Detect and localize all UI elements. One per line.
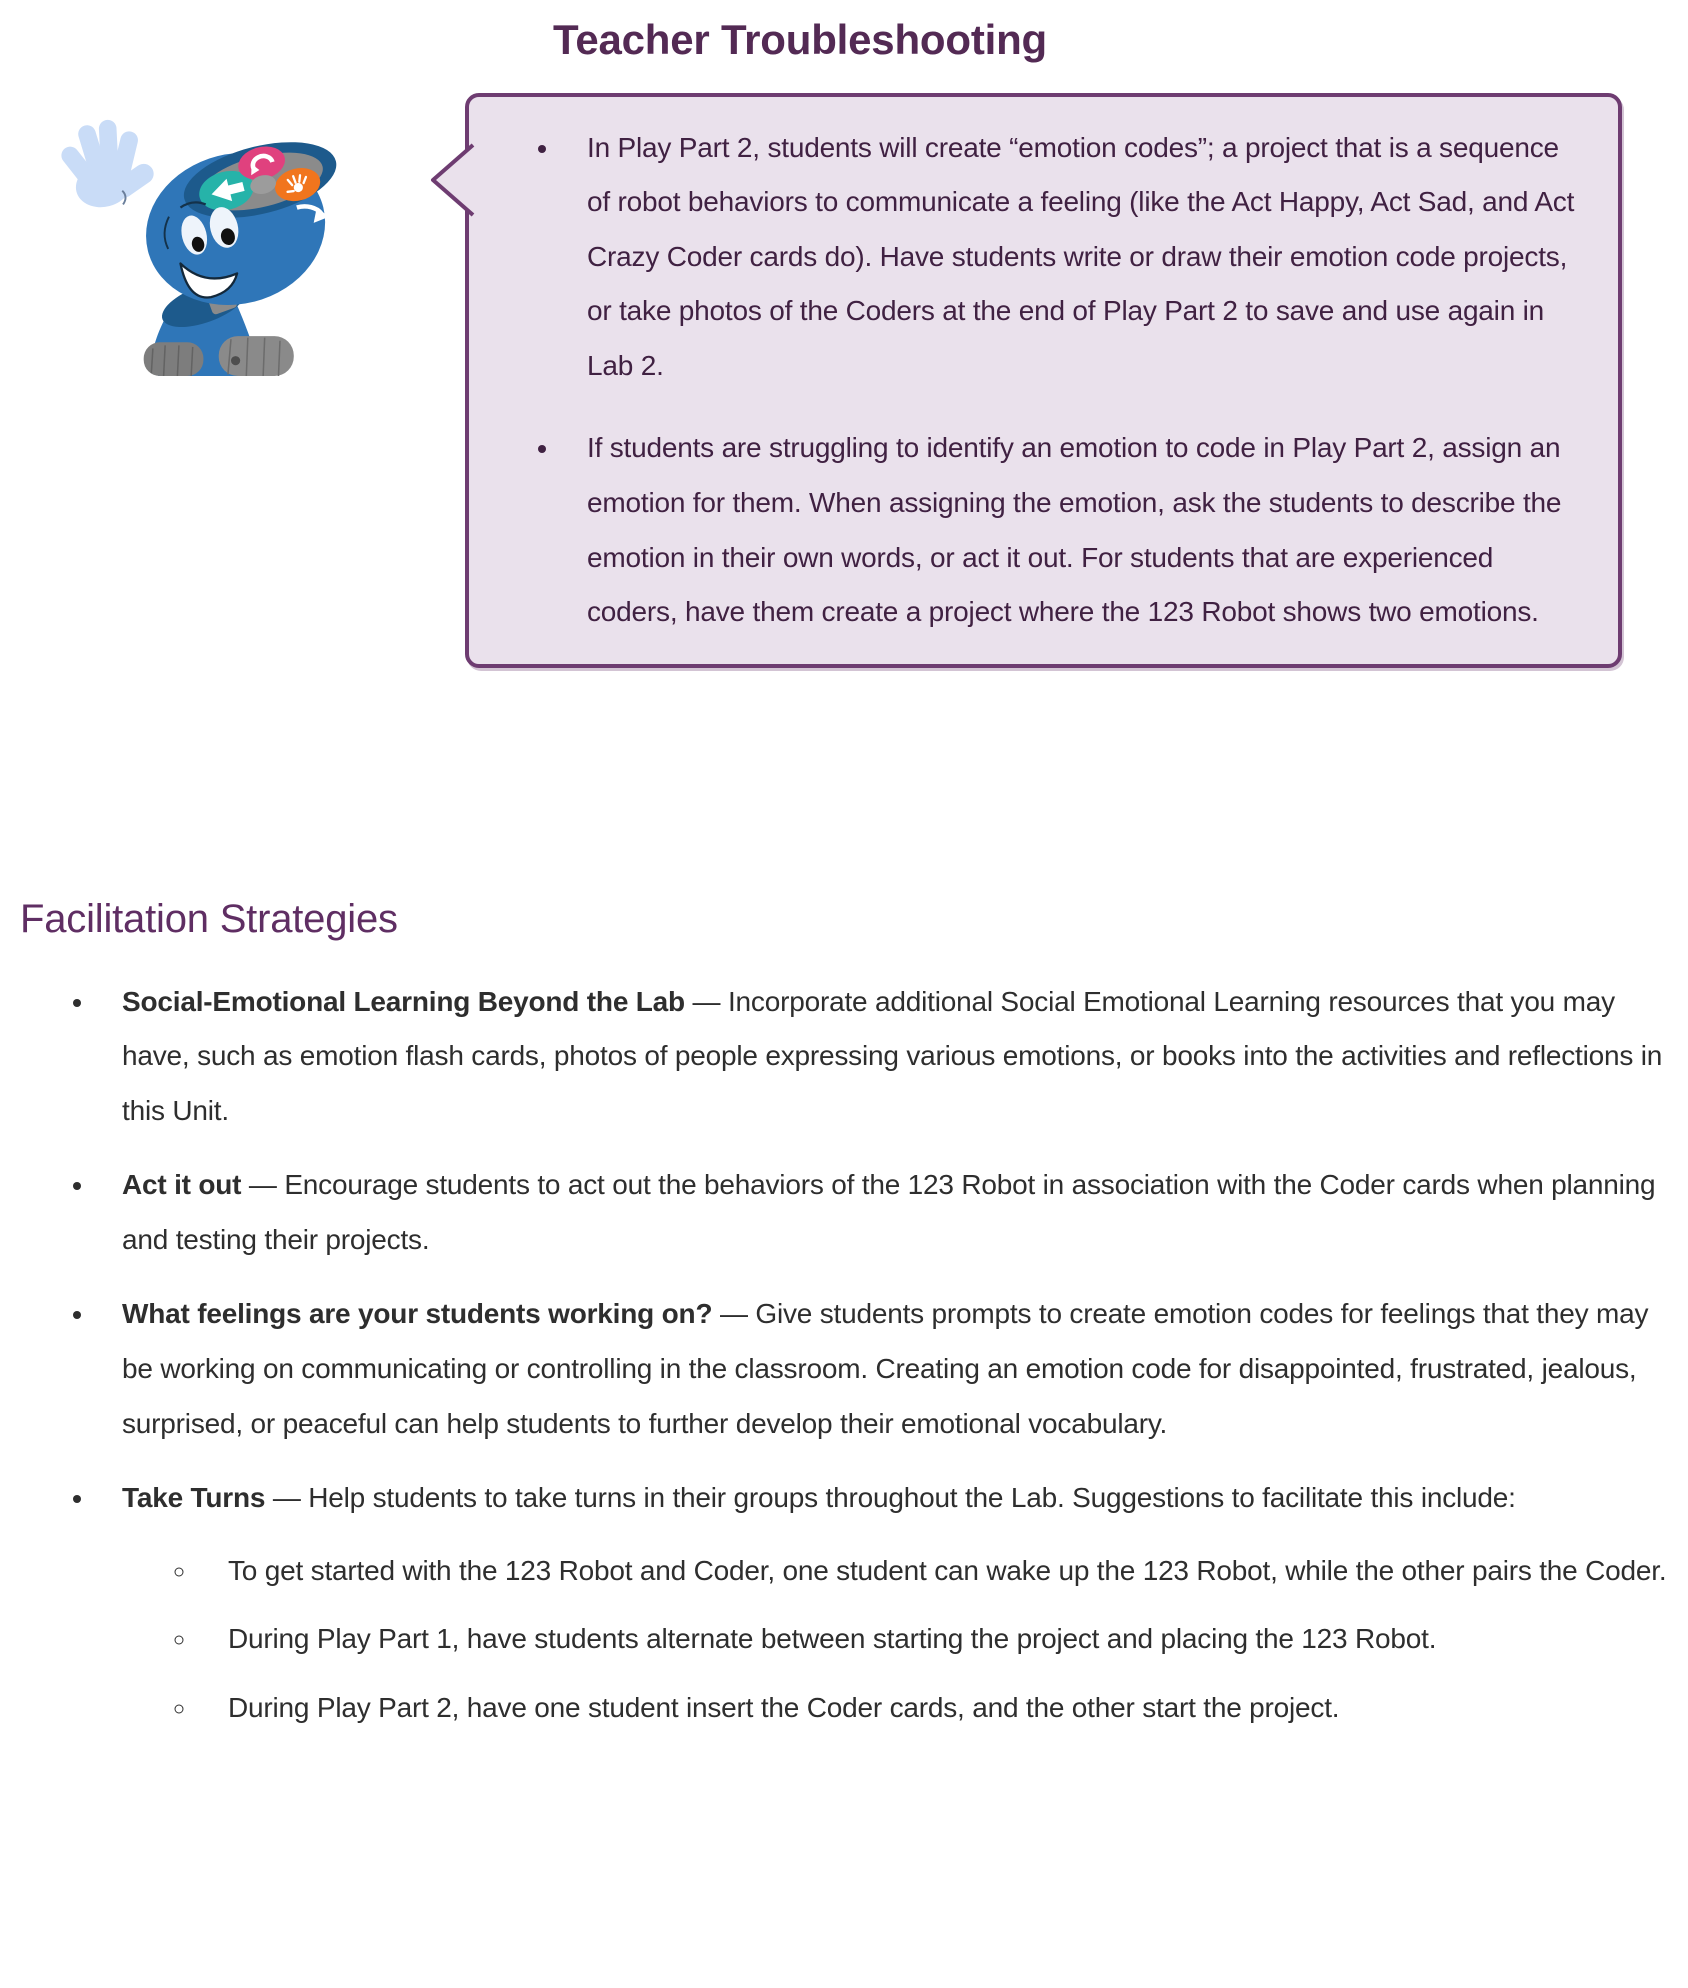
troubleshooting-section <box>0 93 1688 793</box>
page <box>0 14 1688 1988</box>
em-dash: — <box>719 1298 748 1330</box>
bullet-text: Give students prompts to create emotion codes for feelings that they may be working on communicating or controlling in the classroom. Creating an emotion code for disappointed, frustrated, jealous, surprised, or peaceful can help students to further develop their emotional vocabulary. <box>122 1298 1649 1439</box>
em-dash: — <box>272 1482 301 1514</box>
troubleshooting-bullet: • In Play Part 2, students will create “emotion codes”; a project that is a sequence of robot behaviors to communicate a feeling (like the Act Happy, Act Sad, and Act Crazy Coder cards do). Have students write or draw their emotion code projects, or take photos of the Coders at the end of Play Part 2 to save and use again in Lab 2. <box>561 121 1576 394</box>
speech-bubble-tail <box>425 141 475 221</box>
em-dash: — <box>692 985 721 1017</box>
bullet-lead: Take Turns <box>122 1482 266 1514</box>
facilitation-bullet <box>96 1471 1668 1735</box>
em-dash: — <box>248 1169 277 1201</box>
sub-bullet: ◦ During Play Part 1, have students alternate between starting the project and placing the 123 Robot. <box>198 1612 1668 1667</box>
bullet-text: Incorporate additional Social Emotional Learning resources that you may have, such as emotion flash cards, photos of people expressing various emotions, or books into the activities and reflections in this Unit. <box>122 985 1663 1126</box>
bullet-lead: Social-Emotional Learning Beyond the Lab <box>122 985 685 1017</box>
facilitation-bullet <box>96 975 1668 1139</box>
sub-bullet: ◦ During Play Part 2, have one student insert the Coder cards, and the other start the project. <box>198 1681 1668 1736</box>
bullet-text: Help students to take turns in their groups throughout the Lab. Suggestions to facilitate this include: <box>308 1482 1516 1514</box>
speech-bubble <box>465 93 1622 668</box>
facilitation-heading: Facilitation Strategies <box>20 896 398 941</box>
sub-bullet: ◦ To get started with the 123 Robot and Coder, one student can wake up the 123 Robot, while the other pairs the Coder. <box>198 1544 1668 1599</box>
robot-head <box>130 128 344 323</box>
troubleshooting-bullet: • If students are struggling to identify an emotion to code in Play Part 2, assign an emotion for them. When assigning the emotion, ask the students to describe the emotion in their own words, or act it out. For students that are experienced coders, have them create a project where the 123 Robot shows two emotions. <box>561 421 1576 639</box>
troubleshooting-bullet-list <box>517 121 1576 640</box>
page-title: Teacher Troubleshooting <box>552 16 1047 63</box>
bullet-lead: Act it out <box>122 1169 242 1201</box>
facilitation-bullet <box>96 1287 1668 1451</box>
waving-hand-icon <box>70 128 144 213</box>
robot-mascot-illustration <box>30 108 360 376</box>
bullet-lead: What feelings are your students working on? <box>122 1298 713 1330</box>
robot-mascot-svg <box>30 108 360 376</box>
facilitation-bullet-list <box>0 975 1668 1736</box>
bullet-text: Encourage students to act out the behaviors of the 123 Robot in association with the Coder cards when planning and testing their projects. <box>122 1169 1656 1255</box>
take-turns-sub-list <box>122 1544 1668 1736</box>
facilitation-bullet <box>96 1158 1668 1267</box>
